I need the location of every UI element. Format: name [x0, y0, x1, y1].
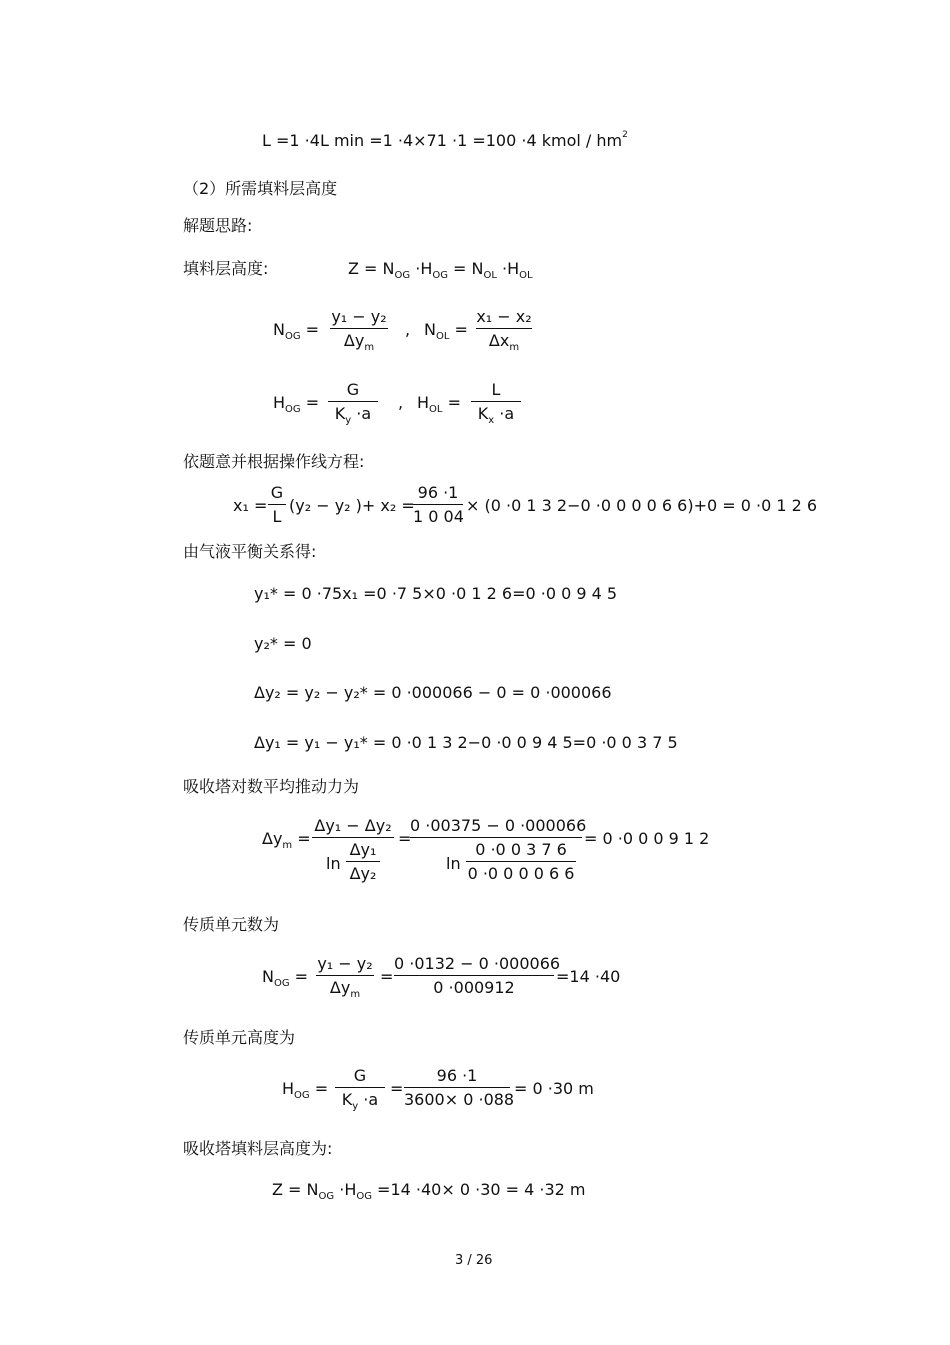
tower-height-label: 吸收塔填料层高度为: — [183, 1139, 333, 1158]
equilibrium-label: 由气液平衡关系得: — [183, 542, 317, 561]
idea-label: 解题思路: — [183, 216, 253, 235]
dym-lhs: $\Delta y_m$ = — [262, 829, 311, 851]
nog2-result: =14 ·40 — [556, 967, 621, 986]
z-equation: $Z = N_{OG} \cdot H_{OG} =14 \cdot 40\times 0 \cdot 30 = 4 \cdot 32$ m — [272, 1180, 586, 1202]
comma-1: , — [405, 320, 411, 339]
op-line-label: 依题意并根据操作线方程: — [183, 452, 365, 471]
dy2-equation: Δy₂ = y₂ − y₂* = 0 ·000066 − 0 = 0 ·000066 — [254, 683, 612, 702]
hog2-fraction-symbolic: G $K_y \cdot a$ — [335, 1066, 385, 1109]
nog-fraction: y₁ − y₂ $\Delta y_m$ — [331, 307, 387, 353]
nol-lhs: $N_{OL}$ = — [424, 320, 468, 342]
hog-lhs: $H_{OG}$ = — [273, 393, 320, 415]
dym-eq-sign: = — [398, 829, 412, 848]
nog2-fraction-symbolic: y₁ − y₂ $\Delta y_m$ — [317, 954, 373, 1000]
log-mean-label: 吸收塔对数平均推动力为 — [183, 777, 360, 796]
unit-height-label: 传质单元高度为 — [183, 1028, 296, 1047]
x1-middle: (y₂ − y₂ )+ x₂ = — [289, 496, 415, 515]
nog2-eq-sign: = — [380, 967, 394, 986]
nol-fraction: x₁ − x₂ $\Delta x_m$ — [476, 307, 532, 353]
nog2-lhs: $N_{OG}$ = — [262, 967, 309, 989]
y1-star-equation: y₁* = 0 ·75x₁ =0 ·7 5×0 ·0 1 2 6=0 ·0 0 9 4 5 — [254, 584, 618, 603]
x1-tail: × (0 ·0 1 3 2−0 ·0 0 0 0 6 6)+0 = 0 ·0 1 2 6 — [466, 496, 818, 515]
hog2-fraction-numeric: 96 ·1 3600× 0 ·088 — [404, 1066, 515, 1109]
height-label: 填料层高度: — [183, 259, 269, 278]
y2-star-equation: y₂* = 0 — [254, 634, 312, 653]
nog2-fraction-numeric: 0 ·0132 − 0 ·000066 0 ·000912 — [394, 954, 561, 997]
section-heading: （2）所需填料层高度 — [183, 179, 338, 198]
dym-result: = 0 ·0 0 0 9 1 2 — [584, 829, 710, 848]
hol-fraction: L $K_x \cdot a$ — [471, 380, 521, 423]
dym-fraction-numeric: 0 ·00375 − 0 ·000066 ln 0 ·0 0 3 7 6 0 ·0 0 0 0 6 6 — [410, 816, 587, 883]
hog2-lhs: $H_{OG}$ = — [282, 1079, 329, 1101]
nog-lhs: $N_{OG}$ = — [273, 320, 320, 342]
hog2-result: = 0 ·30 m — [514, 1079, 594, 1098]
hol-lhs: $H_{OL}$ = — [417, 393, 461, 415]
x1-lhs: x₁ = — [233, 496, 268, 515]
dy1-equation: Δy₁ = y₁ − y₁* = 0 ·0 1 3 2−0 ·0 0 9 4 5=0 ·0 0 3 7 5 — [254, 733, 678, 752]
hog-fraction: G $K_y \cdot a$ — [328, 380, 378, 423]
x1-fraction-num: 96 ·1 1 0 04 — [413, 483, 464, 526]
page-number: 3 / 26 — [455, 1253, 493, 1268]
l-equation: L =1 ·4L min =1 ·4×71 ·1 =100 ·4 kmol / $hm^2$ — [262, 130, 628, 150]
height-equation: $Z = N_{OG} \cdot H_{OG} = N_{OL} \cdot H_{OL}$ — [348, 259, 533, 281]
comma-2: , — [398, 393, 404, 412]
transfer-units-label: 传质单元数为 — [183, 915, 280, 934]
x1-fraction-gl: G L — [268, 483, 286, 526]
hog2-eq-sign: = — [390, 1079, 404, 1098]
dym-fraction-symbolic: Δy₁ − Δy₂ ln Δy₁ Δy₂ — [312, 816, 394, 886]
